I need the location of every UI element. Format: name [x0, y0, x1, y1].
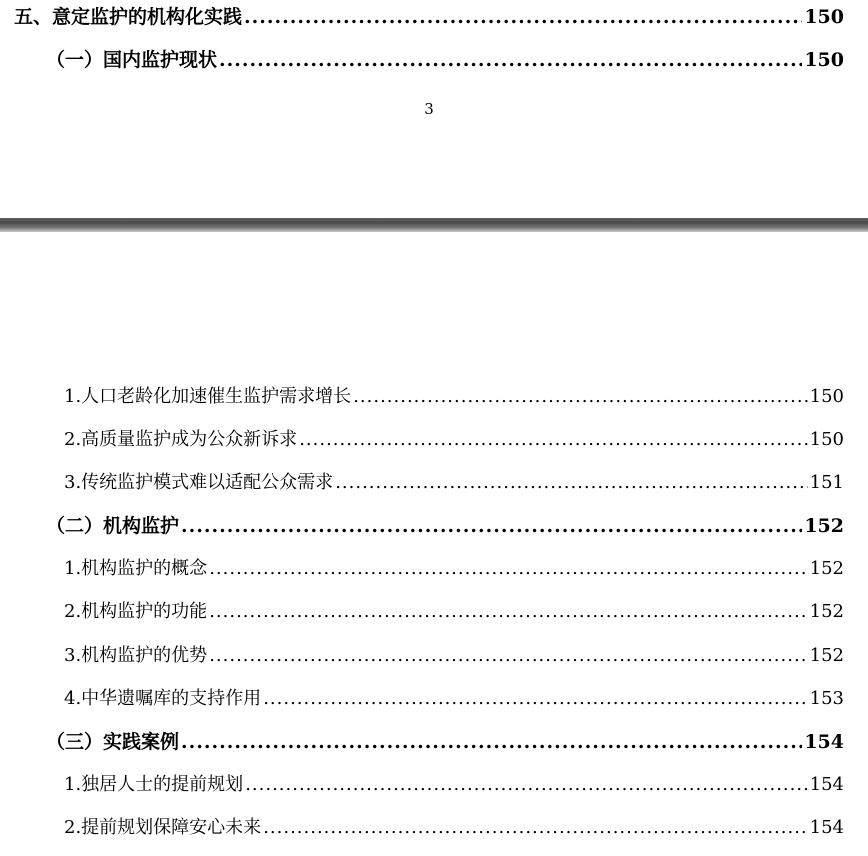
toc-entry-page: 153 — [809, 688, 844, 709]
toc-entry[interactable] — [64, 815, 844, 841]
toc-entry[interactable] — [64, 556, 844, 582]
toc-leader-dots — [353, 384, 807, 410]
toc-leader-dots — [209, 556, 807, 582]
toc-entry-page: 152 — [809, 645, 844, 666]
toc-entry-page: 152 — [804, 515, 844, 537]
toc-entry-section-3[interactable] — [46, 729, 844, 755]
toc-leader-dots — [244, 4, 802, 30]
toc-leader-dots — [263, 686, 807, 712]
toc-entry-page: 154 — [804, 731, 844, 753]
toc-entry[interactable] — [64, 384, 844, 410]
toc-entry[interactable] — [64, 643, 844, 669]
toc-entry-title: 五、意定监护的机构化实践 — [14, 6, 243, 28]
toc-leader-dots — [219, 47, 802, 73]
toc-leader-dots — [209, 643, 807, 669]
toc-entry-title: 3.传统监护模式难以适配公众需求 — [64, 472, 334, 493]
document-page-lower — [0, 232, 868, 856]
toc-leader-dots — [181, 513, 802, 539]
toc-entry-title: （二）机构监护 — [46, 515, 180, 537]
toc-entry-title: 1.机构监护的概念 — [64, 558, 208, 579]
document-page-upper — [0, 0, 868, 218]
toc-entry-title: 3.机构监护的优势 — [64, 645, 208, 666]
toc-entry-page: 152 — [809, 601, 844, 622]
toc-entry-section-2[interactable] — [46, 513, 844, 539]
toc-leader-dots — [209, 599, 807, 625]
toc-entry-page: 150 — [804, 6, 844, 28]
toc-entry-title: 1.人口老龄化加速催生监护需求增长 — [64, 386, 352, 407]
toc-entry-section-1[interactable] — [46, 47, 844, 73]
toc-entry-page: 151 — [809, 472, 844, 493]
toc-entry-page: 154 — [809, 774, 844, 795]
toc-entry[interactable] — [64, 427, 844, 453]
page-number: 3 — [424, 100, 434, 118]
toc-entry-chapter-5[interactable] — [14, 4, 844, 30]
toc-entry[interactable] — [64, 772, 844, 798]
toc-entry-title: 2.高质量监护成为公众新诉求 — [64, 429, 298, 450]
toc-entry-title: 1.独居人士的提前规划 — [64, 774, 244, 795]
toc-entry-title: 2.机构监护的功能 — [64, 601, 208, 622]
toc-entry-page: 152 — [809, 558, 844, 579]
page-separator — [0, 218, 868, 232]
toc-entry-title: 2.提前规划保障安心未来 — [64, 817, 262, 838]
toc-entry-title: 4.中华遗嘱库的支持作用 — [64, 688, 262, 709]
toc-leader-dots — [245, 772, 807, 798]
toc-leader-dots — [181, 729, 802, 755]
toc-entry-title: （三）实践案例 — [46, 731, 180, 753]
toc-entry[interactable] — [64, 470, 844, 496]
toc-entry-title: （一）国内监护现状 — [46, 49, 218, 71]
toc-leader-dots — [335, 470, 807, 496]
toc-entry[interactable] — [64, 599, 844, 625]
toc-entry-page: 150 — [804, 49, 844, 71]
toc-leader-dots — [263, 815, 807, 841]
toc-entry-page: 150 — [809, 429, 844, 450]
toc-entry-page: 154 — [809, 817, 844, 838]
toc-entry-page: 150 — [809, 386, 844, 407]
toc-leader-dots — [299, 427, 807, 453]
toc-entry[interactable] — [64, 686, 844, 712]
